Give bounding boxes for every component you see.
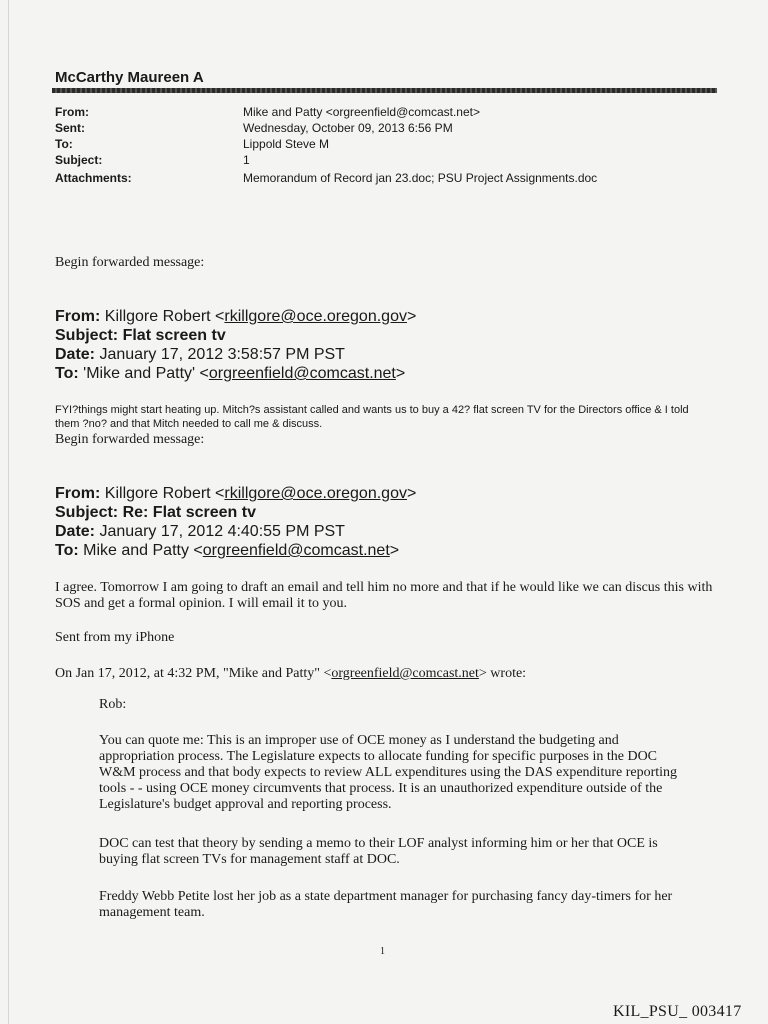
scan-edge-line (8, 0, 9, 1024)
sent-from-signature: Sent from my iPhone (55, 630, 175, 645)
email-link[interactable]: orgreenfield@comcast.net (331, 666, 479, 681)
header-label: From: (55, 105, 89, 119)
attachments-value: Memorandum of Record jan 23.doc; PSU Project Assignments.doc (243, 171, 598, 185)
header-value: 1 (243, 153, 250, 167)
mailbox-owner-name: McCarthy Maureen A (55, 69, 204, 86)
header-value: Lippold Steve M (243, 137, 330, 151)
header-row-attachments (55, 171, 715, 188)
fw-to-line: To: Mike and Patty <orgreenfield@comcast.net> (55, 542, 400, 559)
fw-from-line: From: Killgore Robert <rkillgore@oce.oregon.gov> (55, 485, 417, 502)
email-link[interactable]: rkillgore@oce.oregon.gov (224, 308, 407, 325)
begin-forwarded-label: Begin forwarded message: (55, 255, 205, 270)
quote-intro: On Jan 17, 2012, at 4:32 PM, "Mike and Patty" <orgreenfield@comcast.net> wrote: (55, 666, 527, 681)
header-row-from (55, 105, 715, 122)
fw-from-line: From: Killgore Robert <rkillgore@oce.oregon.gov> (55, 308, 417, 325)
email-link[interactable]: orgreenfield@comcast.net (202, 542, 390, 559)
email-link[interactable]: rkillgore@oce.oregon.gov (224, 485, 407, 502)
header-label: Sent: (55, 121, 85, 135)
forwarded-header-2 (55, 484, 416, 560)
header-value: Wednesday, October 09, 2013 6:56 PM (243, 121, 453, 135)
forwarded-header-1 (55, 307, 416, 383)
fyi-note: FYI?things might start heating up. Mitch?s assistant called and wants us to buy a 42? flat screen TV for the Directors office & I told them ?no? and that Mitch needed to call me & discuss. (55, 404, 689, 430)
header-label: Attachments: (55, 171, 132, 185)
fw-to-line: To: 'Mike and Patty' <orgreenfield@comcast.net> (55, 365, 406, 382)
fw-date-line: Date: January 17, 2012 3:58:57 PM PST (55, 346, 345, 363)
quoted-salutation: Rob: (99, 697, 127, 712)
header-row-subject (55, 153, 715, 170)
header-label: To: (55, 137, 73, 151)
fw-subject-line: Subject: Flat screen tv (55, 327, 226, 344)
header-value: Mike and Patty <orgreenfield@comcast.net> (243, 105, 480, 119)
page-number: 1 (380, 946, 385, 957)
fw-date-line: Date: January 17, 2012 4:40:55 PM PST (55, 523, 345, 540)
header-row-to (55, 137, 715, 154)
title-divider (52, 88, 717, 93)
quoted-paragraph-2: DOC can test that theory by sending a memo to their LOF analyst informing him or her that OCE is buying flat screen TVs for management staff at DOC. (99, 836, 658, 867)
quoted-paragraph-3: Freddy Webb Petite lost her job as a state department manager for purchasing fancy day-timers for her management team. (99, 889, 673, 920)
header-label: Subject: (55, 153, 103, 167)
bates-number: KIL_PSU_ 003417 (613, 1003, 742, 1020)
header-row-sent (55, 121, 715, 138)
reply-paragraph: I agree. Tomorrow I am going to draft an email and tell him no more and that if he would like we can discus this with SOS and get a formal opinion. I will email it to you. (55, 580, 713, 611)
email-link[interactable]: orgreenfield@comcast.net (208, 365, 396, 382)
fw-subject-line: Subject: Re: Flat screen tv (55, 504, 256, 521)
begin-forwarded-label: Begin forwarded message: (55, 432, 205, 447)
quoted-paragraph-1: You can quote me: This is an improper use of OCE money as I understand the budgeting and appropriation process. The Legislature expects to allocate funding for specific purposes in the DOC W&M process and that body expects to review ALL expenditures using the DAS expenditure reporting tools - - using OCE money circumvents that process. It is an unauthorized expenditure outside of the Legislature's budget approval and reporting process. (99, 733, 678, 812)
